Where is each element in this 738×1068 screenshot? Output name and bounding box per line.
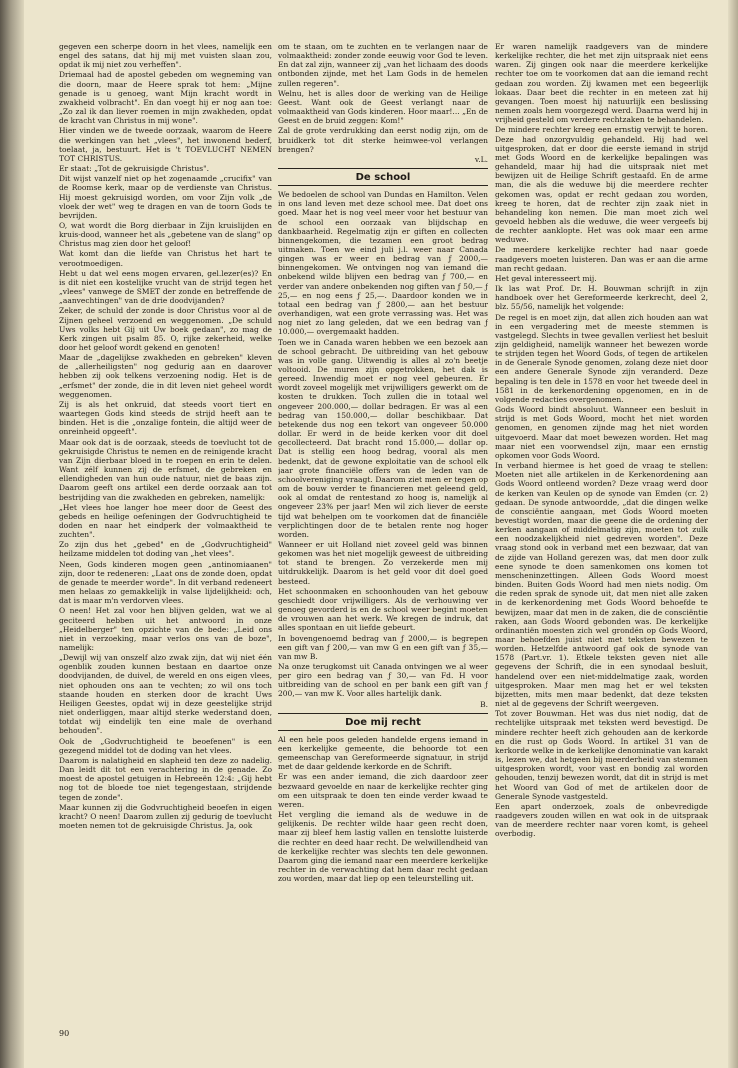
section-heading-school: De school	[278, 171, 488, 186]
paragraph: Hebt u dat wel eens mogen ervaren, gel.lezer(es)? En is dit niet een kostelijke vrucht van de strijd tegen het „vlees" vanwege de SMET der zonde en betreffende de „aanvechtingen" van de drie doodvijanden?	[59, 268, 272, 306]
paragraph: Dit wijst vanzelf niet op het zogenaamde „crucifix" van de Roomse kerk, maar op de verdienste van Christus. Hij moest gekruisigd worden, om voor Zijn volk „de vloek der wet" weg te dragen en van de toorn Gods te bevrijden.	[59, 174, 272, 220]
paragraph: We bedoelen de school van Dundas en Hamilton. Velen in ons land leven met deze school mee. Dat doet ons goed. Maar het is nog veel meer voor het bestuur van de school een oorzaak van blijdschap en dankbaarheid. Regelmatig zijn er giften en collecten binnengekomen, die tezamen een groot bedrag uitmaken. Toen we eind juli j.l. weer naar Canada gingen was er weer en bedrag van ƒ 2000,— binnengekomen. We ontvingen nog van iemand die onbekend wilde blijven een bedrag van ƒ 700,— en verder van andere onbekenden nog giften van ƒ 50,— ƒ 25,— en nog eens ƒ 25,—. Daardoor konden we in totaal een bedrag van ƒ 2800,— aan het bestuur overhandigen, wat een grote verrassing was. Het was nog niet zo lang geleden, dat we een bedrag van ƒ 10.000,— overgemaakt hadden.	[278, 190, 488, 337]
paragraph: Zal de grote verdrukking dan eerst nodig zijn, om de bruidkerk tot dit sterke heimwee-vol verlangen brengen?	[278, 126, 488, 154]
paragraph: Ik las wat Prof. Dr. H. Bouwman schrijft in zijn handboek over het Gereformeerde kerkrecht, deel 2, blz. 55/56, namelijk het volgende:	[495, 284, 708, 312]
paragraph: „Dewijl wij van onszelf alzo zwak zijn, dat wij niet één ogenblik zouden kunnen bestaan en daartoe onze doodvijanden, de duivel, de wereld en ons eigen vlees, niet ophouden ons aan te vechten; zo wil ons toch staande houden en sterken door de kracht Uws Heiligen Geestes, opdat wij in deze geestelijke strijd niet onderliggen, maar altijd sterke wederstand doen, totdat wij eindelijk ten eine male de overhand behouden".	[59, 653, 272, 736]
paragraph: Een apart onderzoek, zoals de onbevredigde raadgevers zouden willen en wat ook in de uitspraak van de meerdere rechter naar voren komt, is geheel overbodig.	[495, 801, 708, 839]
paragraph: „Het vlees hoe langer hoe meer door de Geest des gebeds en heilige oefeningen der Godvruchtigheid te doden en naar het eindperk der volmaaktheid te zuchten".	[59, 502, 272, 540]
paragraph: De meerdere kerkelijke rechter had naar goede raadgevers moeten luisteren. Dan was er aan die arme man recht gedaan.	[495, 245, 708, 273]
divider	[278, 713, 488, 714]
paragraph: Zij is als het onkruid, dat steeds voort tiert en waartegen Gods kind steeds de strijd heeft aan te binden. Het is die „onzalige fontein, die altijd weer de onreinheid opgeeft".	[59, 399, 272, 437]
paragraph: In verband hiermee is het goed de vraag te stellen: Moeten niet alle artikelen in de Kerkenordening aan Gods Woord ontleend worden? Deze vraag werd door de kerken van Keulen op de synode van Emden (cr. 2) gedaan. De synode antwoordde, „dat die dingen welke de consciëntie aangaan, met Gods Woord moeten bevestigt worden, maar die geene die de ordening der kerken aangaan of middelmatig zijn, moeten tot zulk een noodzakelijkheid niet gedreven worden". Deze vraag stond ook in verband met een bezwaar, dat van de zijde van Holland gerezen was, dat men door zulk eene synode te doen samenkomen ons komen tot menscheninzettingen. Alleen Gods Woord moest binden. Buiten Gods Woord had men niets nodig. Om die reden sprak de synode uit, dat men niet alle zaken in de kerkenordening met Gods Woord behoefde te bewijzen, maar dat men in de zaken, die de consciëntie raken, aan Gods Woord gebonden was. De kerkelijke ordinantiën moesten zich wel grondén op Gods Woord, maar behoefden juist niet met teksten bewezen te worden. Hetzelfde antwoord gaf ook de synode van 1578 (Part.vr. 1). Etkele teksten geven niet alle gegevens der Schrift, die in een synodaal besluit, handelend over een niet-middelmatige zaak, worden uitgesproken. Maar men mag het er wel teksten bijzetten, mits men maar bedenkt, dat deze teksten niet al de gegevens der Schrift weergeven.	[495, 461, 708, 709]
paragraph: Er was een ander iemand, die zich daardoor zeer bezwaard gevoelde en naar de kerkelijke rechter ging om een uitspraak te doen ten einde verder kwaad te weren.	[278, 772, 488, 809]
paragraph: Zo zijn dus het „gebed" en de „Godvruchtigheid" heilzame middelen tot doding van „het vlees".	[59, 540, 272, 559]
paragraph: om te staan, om te zuchten en te verlangen naar de volmaaktheid: zonder zonde eeuwig voor God te leven. En dat zal zijn, wanneer zij „van het lichaam des doods ontbonden zijnde, met het Lam Gods in de hemelen zullen regeren".	[278, 42, 488, 88]
paragraph: Maar kunnen zij die Godvruchtigheid beoefen in eigen kracht? O neen! Daarom zullen zij gedurig de toevlucht moeten nemen tot de gekruisigde Christus. Ja, ook	[59, 802, 272, 830]
paragraph: Neen, Gods kinderen mogen geen „antinomiaanen" zijn, door te redeneren: „Laat ons de zonde doen, opdat de genade te meerder worde". In dit verband redeneert men helaas zo gemakkelijk in valse lijdelijkheid: och, dat is maar m'n verdorven vlees.	[59, 559, 272, 606]
paragraph: Wat komt dan die liefde van Christus het hart te verootmoedigen.	[59, 249, 272, 268]
paragraph: Het geval interesseert mij.	[495, 273, 597, 283]
paragraph: Tot zover Bouwman. Het was dus niet nodig, dat de rechtelijke uitspraak met teksten werd bevestigd. De mindere rechter heeft zich gehouden aan de kerkorde en die rust op Gods Woord. In artikel 31 van de kerkorde welke in de kerkelijke denominatie van karakt is, lezen we, dat hetgeen bij meerderheid van stemmen uitgesproken wordt, voor vast en bondig zal worden gehouden, tenzij bewezen wordt, dat dit in strijd is met het Woord van God of met de artikelen door de Generale Synode vastgesteld.	[495, 709, 708, 801]
paragraph: Al een hele poos geleden handelde ergens iemand in een kerkelijke gemeente, die behoorde tot een gemeenschap van Gereformeerde signatuur, in strijd met de daar geldende kerkorde en de Schrift.	[278, 734, 488, 772]
paragraph: Gods Woord bindt absoluut. Wanneer een besluit in strijd is met Gods Woord, mocht het niet worden genomen, en genomen zijnde mag het niet worden uitgevoerd. Maar dat moet bewezen worden. Het mag maar niet een voorwendsel zijn, maar een ernstig opkomen voor Gods Woord.	[495, 405, 708, 460]
paragraph: Daarom is nalatigheid en slapheid ten deze zo nadelig. Dan leidt dit tot een verachtering in de genade. Zo moest de apostel getuigen in Hebreeën 12:4: „Gij hebt nog tot de bloede toe niet tegengestaan, strijdende tegen de zonde".	[59, 755, 272, 802]
page-number: 90	[59, 1029, 70, 1038]
paragraph: gegeven een scherpe doorn in het vlees, namelijk een engel des satans, dat hij mij met vuisten slaan zou, opdat ik mij niet zou verheffen".	[59, 42, 272, 70]
section-heading-recht: Doe mij recht	[278, 716, 488, 731]
paragraph: Er staat: „Tot de gekruisigde Christus".	[59, 164, 209, 174]
paragraph: Zeker, de schuld der zonde is door Christus voor al de Zijnen geheel verzoend en weggenomen. „De schuld Uws volks hebt Gij uit Uw boek gedaan", zo mag de Kerk zingen uit psalm 85. O, rijke zekerheid, welke door het geloof wordt gekend en genoten!	[59, 306, 272, 352]
paragraph: O neen! Het zal voor hen blijven gelden, wat we al geciteerd hebben uit het antwoord in onze „Heidelberger" ten opzichte van de bede: „Leid ons niet in verzoeking, maar verlos ons van de boze", namelijk:	[59, 606, 272, 652]
paragraph: Het schoonmaken en schoonhouden van het gebouw geschiedt door vrijwilligers. Als de verhouwing ver genoeg gevorderd is en de school weer begint moeten de vrouwen aan het werk. We kregen de indruk, dat alles spontaan en uit liefde gebeurt.	[278, 586, 488, 633]
paragraph: Er waren namelijk raadgevers van de mindere kerkelijke rechter, die het met zijn uitspraak niet eens waren. Zij gingen ook naar die meerdere kerkelijke rechter toe om te voorkomen dat aan die iemand recht gedaan zou worden. Zij kwamen met een begeerlijk lokaas. Daar beet die rechter in en meteen zat hij gevangen. Toen moest hij natuurlijk een beslissing nemen zoals hem voorgezegd werd. Daarna werd hij in vrijheid gesteld om verdere rechtzaken te behandelen.	[495, 42, 708, 125]
divider	[278, 168, 488, 169]
author-signature: B.	[480, 699, 488, 709]
paragraph: Driemaal had de apostel gebeden om wegneming van die doorn, maar de Heere sprak tot hem: „Mijne genade is u genoeg, want Mijn kracht wordt in zwakheid volbracht". En dan voegt hij er nog aan toe: „Zo zal ik dan liever roemen in mijn zwakheden, opdat de kracht van Christus in mij wone".	[59, 70, 272, 126]
paragraph: De regel is en moet zijn, dat allen zich houden aan wat in een vergadering met de meeste stemmen is vastgelegd. Slechts in twee gevallen verliest het besluit zijn geldigheid, namelijk wanneer het bewezen worde te strijden tegen het Woord Gods, of tegen de artikelen in de Generale Synode genomen, zolang deze niet door een andere Generale Synode zijn veranderd. Deze bepaling is ten dele in 1578 en voor het tweede deel in 1581 in de kerkenordening opgenomen, en in de volgende redacties overgenomen.	[495, 312, 708, 404]
paragraph: Toen we in Canada waren hebben we een bezoek aan de school gebracht. De uitbreiding van het gebouw was in volle gang. Uitwendig is alles al zo'n beetje voltooid. De muren zijn opgetrokken, het dak is gereed. Inwendig moet er nog veel gebeuren. Er wordt zoveel mogelijk met vrijwilligers gewerkt om de kosten te drukken. Toch zullen die in totaal wel ongeveer 200.000,— dollar bedragen. Er was al een bedrag van 150.000,— dollar beschikbaar. Dat betekende dus nog een tekort van ongeveer 50.000 dollar. Er werd in de beide kerken voor dit doel gecollecteerd. Dat bracht rond 15.000,— dollar op. Dat is stellig een hoog bedrag, vooral als men bedenkt, dat de gewone exploitatie van de school elk jaar grote financiële offers van de leden van de schoolvereniging vraagt. Daarom ziet men er tegen op om de bouw verder te financieren met geleend geld, ook al omdat de rentestand zo hoog is, namelijk al ongeveer 23% per jaar! Men wil zich liever de eerste tijd wat behelpen om te voorkomen dat de financiële verplichtingen door de te betalen rente nog hoger worden.	[278, 337, 488, 539]
column-2	[278, 42, 488, 1052]
paragraph: Maar ook dat is de oorzaak, steeds de toevlucht tot de gekruisigde Christus te nemen en de reinigende kracht van Zijn dierbaar bloed in te roepen en erin te delen. Want zélf kunnen zij de erfsmet, de gebreken en ellendigheden van hun oude natuur, niet de baas zijn. Daarom geeft ons artikel een derde oorzaak aan tot bestrijding van die zwakheden en gebreken, namelijk:	[59, 437, 272, 502]
page-edge	[728, 0, 738, 1068]
column-3	[495, 42, 708, 1052]
paragraph: O, wat wordt die Borg dierbaar in Zijn kruislijden en kruis-dood, wanneer het als „gebetene van de slang" op Christus mag zien door het geloof!	[59, 220, 272, 249]
paragraph: Ook de „Godvruchtigheid te beoefenen" is een gezegend middel tot de doding van het vlees.	[59, 736, 272, 755]
paragraph: In bovengenoemd bedrag van ƒ 2000,— is begrepen een gift van ƒ 200,— van mw G en een gift van ƒ 35,— van mw B.	[278, 633, 488, 661]
paragraph: Welnu, het is alles door de werking van de Heilige Geest. Want ook de Geest verlangt naar de volmaaktheid van Gods kinderen. Hoor maar!... „En de Geest en de bruid zeggen: Kom!"	[278, 88, 488, 126]
paragraph: Wanneer er uit Holland niet zoveel geld was binnen gekomen was het niet mogelijk geweest de uitbreiding tot stand te brengen. Zo verzekerde men mij uitdrukkelijk. Daarom is het geld voor dit doel goed besteed.	[278, 539, 488, 586]
paragraph: Maar de „dagelijkse zwakheden en gebreken" kleven de „allerheiligsten" nog gedurig aan en daarover hebben zij ook telkens verzoening nodig. Het is de „erfsmet" der zonde, die in dit leven niet geheel wordt weggenomen.	[59, 353, 272, 399]
column-1	[59, 42, 272, 1052]
paragraph: Het vergling die iemand als de weduwe in de gelijkenis. De rechter wilde haar geen recht doen, maar zij bleef hem lastig vallen en tenslotte luisterde die rechter en deed haar recht. De welwillendheid van de kerkelijke rechter was slechts ten dele gewonnen. Daarom ging die iemand naar een meerdere kerkelijke rechter in de verwachting dat hem daar recht gedaan zou worden, maar dat liep op een teleurstelling uit.	[278, 810, 488, 884]
paragraph: De mindere rechter kreeg een ernstig verwijt te horen. Deze had onzorgvuldig gehandeld. Hij had wel uitgesproken, dat er door die eerste iemand in strijd met Gods Woord en de kerkelijke bepalingen was gehandeld, maar hij had die uitspraak niet met bewijzen uit de Heilige Schrift gestaafd. En de arme man, die als die weduwe bij die meerdere rechter gekomen was, opdat er recht gedaan zou worden, kreeg te horen, dat de rechter zijn zaak niet in behandeling kon nemen. Die man moet zich wel gevoeld hebben als die weduwe, die weer vergeefs bij de rechter aanklopte. Het was ook maar een arme weduwe.	[495, 125, 708, 245]
paragraph: Na onze terugkomst uit Canada ontvingen we al weer per giro een bedrag van ƒ 30,— van Fd. H voor uitbreiding van de school en per bank een gift van ƒ 200,— van mw K. Voor alles hartelijk dank.	[278, 662, 488, 699]
author-signature: v.L.	[474, 154, 488, 164]
paragraph: Hier vinden we de tweede oorzaak, waarom de Heere die werkingen van het „vlees", het inwonend bederf, toelaat, ja, bestuurt. Het is 't TOEVLUCHT NEMEN TOT CHRISTUS.	[59, 126, 272, 163]
binding-shadow	[0, 0, 24, 1068]
